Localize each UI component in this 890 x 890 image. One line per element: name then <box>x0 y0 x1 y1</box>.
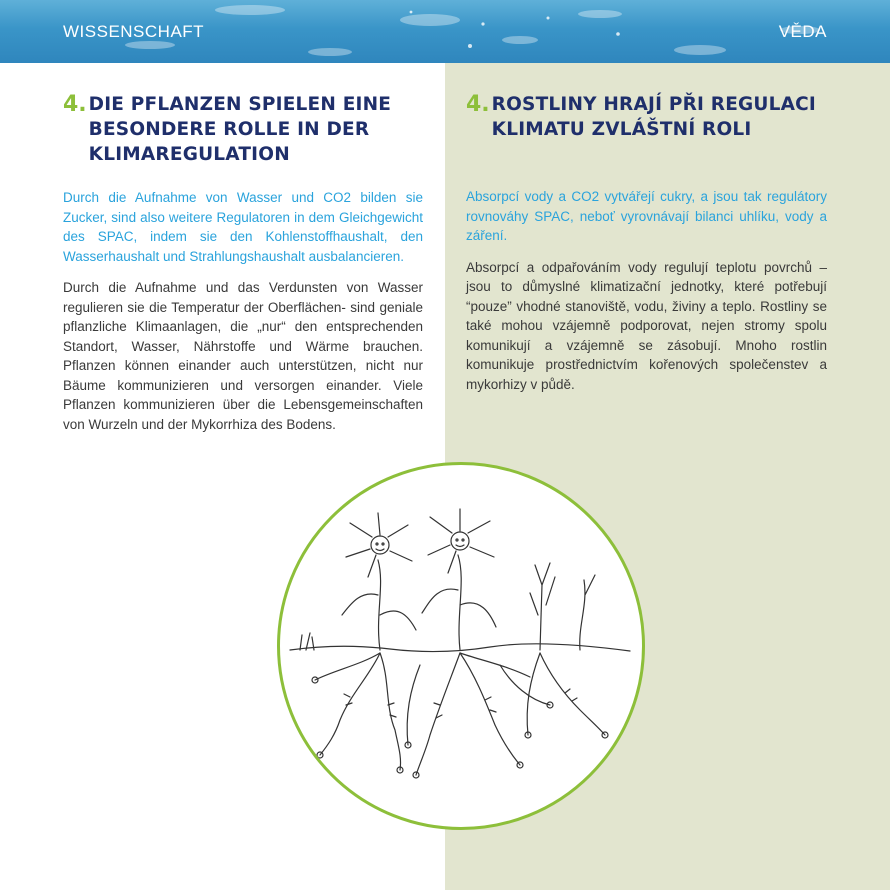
plants-roots-drawing-icon <box>280 465 642 827</box>
german-heading-number: 4. <box>63 92 87 117</box>
german-heading <box>63 92 423 167</box>
header-banner <box>0 0 890 63</box>
czech-body-paragraph: Absorpcí a odpařováním vody regulují teplotu povrchů – jsou to důmyslné klimatizační jednotky, které potřebují “pouze” vhodné stanoviště, vodu, živiny a teplo. Rostliny se také mohou vzájemně podporovat, nejen stromy spolu komunikují a vzájemně se zásobují. Mnoho rostlin komunikuje prostřednictvím kořenových společenstev a mykorhizy v půdě. <box>466 259 827 392</box>
czech-heading-number: 4. <box>466 92 490 117</box>
czech-lead-paragraph: Absorpcí vody a CO2 vytvářejí cukry, a jsou tak regulátory rovnováhy SPAC, neboť vyrovnávají bilanci uhlíku, vody a záření. <box>466 189 827 243</box>
section-label-german: WISSENSCHAFT <box>63 22 205 41</box>
german-body-paragraph: Durch die Aufnahme und das Verdunsten von Wasser regulieren sie die Temperatur der Oberflächen- sind geniale pflanzliche Klimaanlagen, die „nur“ den entsprechenden Standort, Wasser, Nährstoffe und Wärme brauchen. Pflanzen können einander auch unterstützen, nicht nur Bäume kommunizieren und versorgen einander. Viele Pflanzen kommunizieren über die Lebensgemeinschaften von Wurzeln und der Mykorrhiza des Bodens. <box>63 280 423 432</box>
illustration-circle <box>277 462 645 830</box>
german-column <box>63 92 423 434</box>
section-label-czech: VĚDA <box>778 22 827 41</box>
german-heading-title: DIE PFLANZEN SPIELEN EINE BESONDERE ROLLE IN DER KLIMAREGULATION <box>88 94 392 165</box>
czech-heading-title: ROSTLINY HRAJÍ PŘI REGULACI KLIMATU ZVLÁŠTNÍ ROLI <box>491 94 817 140</box>
german-lead-paragraph: Durch die Aufnahme von Wasser und CO2 bilden sie Zucker, sind also weitere Regulatoren in dem Gleichgewicht des SPAC, indem sie den Kohlenstoffhaushalt, den Wasserhaushalt und Strahlungshaushalt ausbalancieren. <box>63 190 423 264</box>
czech-column <box>466 92 827 394</box>
czech-heading <box>466 92 827 142</box>
